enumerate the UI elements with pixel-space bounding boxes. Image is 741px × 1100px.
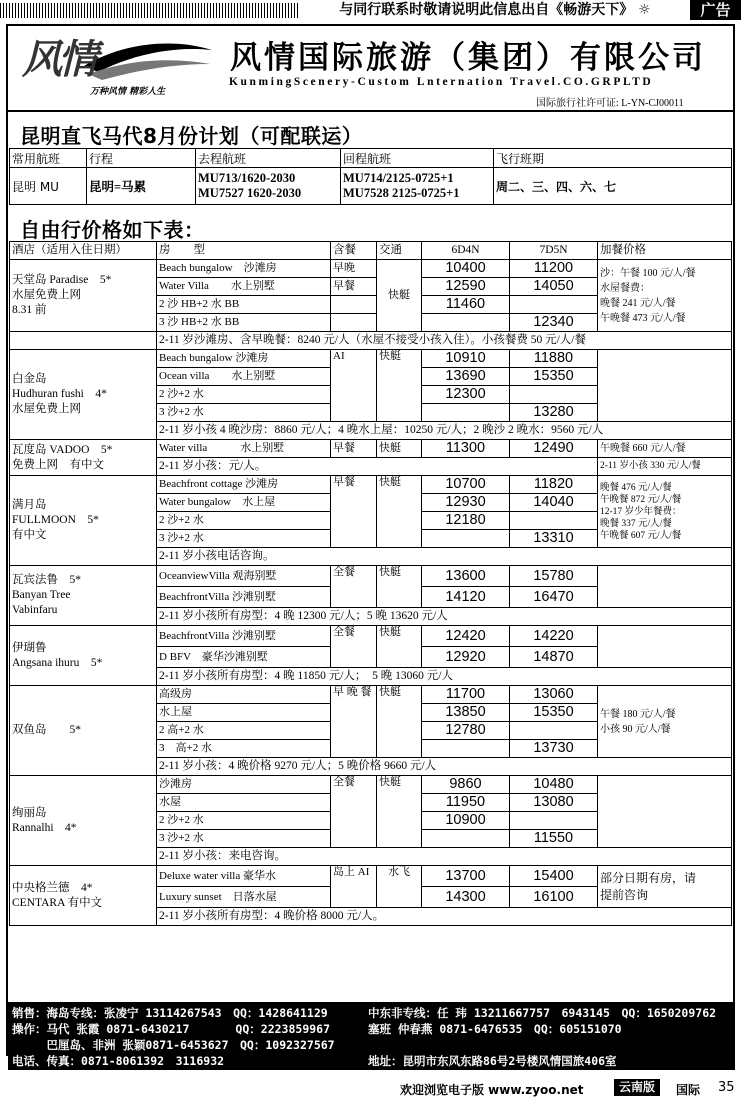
price-4n	[422, 404, 510, 422]
room-cell: 沙滩房	[157, 776, 331, 794]
header-cell: 酒店（适用入住日期）	[10, 242, 157, 260]
address-line: 地址：昆明市东风东路86号2号楼风情国旅406室	[368, 1054, 617, 1068]
price-4n: 13700	[422, 866, 510, 887]
transport-cell: 快艇	[377, 260, 422, 332]
hotel-name-cell	[10, 350, 157, 440]
price-4n: 14300	[422, 887, 510, 908]
price-5n: 15350	[510, 704, 598, 722]
price-4n: 14120	[422, 587, 510, 608]
return-flight: MU714/2125-0725+1	[343, 171, 454, 185]
price-4n: 11460	[422, 296, 510, 314]
extra-meal-cell	[598, 566, 732, 608]
extra-line: 沙：午餐 100 元/人/餐	[600, 267, 696, 279]
website-text: 欢迎浏览电子版 www.zyoo.net	[400, 1083, 584, 1097]
room-cell: Ocean villa 水上别墅	[157, 368, 331, 386]
price-title: 自由行价格如下表：	[20, 218, 205, 242]
child-note: 2-11 岁小孩：4 晚价格 9270 元/人；5 晚价格 9660 元/人	[157, 758, 732, 776]
hotel-name-cell	[10, 440, 157, 476]
meal-cell	[331, 314, 377, 332]
price-4n	[422, 530, 510, 548]
plan-title: 昆明直飞马代8月份计划（可配联运）	[20, 124, 363, 148]
transport-cell: 快艇	[377, 476, 422, 548]
return-cell	[341, 168, 494, 205]
outbound-cell	[196, 168, 341, 205]
room-cell: Water Villa 水上别墅	[157, 278, 331, 296]
room-cell: Beachfront cottage 沙滩房	[157, 476, 331, 494]
route-cell: 昆明=马累	[87, 168, 196, 205]
extra-line: 提前咨询	[600, 887, 649, 902]
extra-line: 晚餐 337 元/人/餐	[600, 518, 672, 529]
header-cell: 交通	[377, 242, 422, 260]
price-5n: 10480	[510, 776, 598, 794]
price-4n: 11950	[422, 794, 510, 812]
price-5n: 12490	[510, 440, 598, 458]
divider	[8, 110, 733, 112]
price-5n	[510, 512, 598, 530]
hotel-name-line: 白金岛	[12, 373, 47, 385]
transport-cell: 快艇	[377, 350, 422, 422]
return-flight: MU7528 2125-0725+1	[343, 186, 460, 200]
sun-icon: ☼	[638, 2, 651, 18]
airline-cell: 昆明 MU	[10, 168, 87, 205]
note-row	[10, 332, 732, 350]
price-5n: 11820	[510, 476, 598, 494]
meal-cell: AI	[331, 350, 377, 422]
room-cell: 3 沙+2 水	[157, 530, 331, 548]
table-row	[10, 260, 732, 278]
meal-cell: 全餐	[331, 776, 377, 848]
license-number: 国际旅行社许可证: L-YN-CJ00011	[536, 98, 684, 109]
schedule-cell: 周二、三、四、六、七	[494, 168, 732, 205]
meal-cell: 早餐	[331, 476, 377, 548]
hotel-name-line: 双鱼岛 5*	[12, 724, 81, 736]
price-4n: 12590	[422, 278, 510, 296]
ops-line: 操作：马代 张霞 0871-6430217 QQ：2223859967	[12, 1022, 331, 1036]
price-5n: 13060	[510, 686, 598, 704]
decorative-stripe	[0, 3, 300, 18]
section-label: 国际	[676, 1083, 701, 1097]
room-cell: Water villa 水上别墅	[157, 440, 331, 458]
price-5n: 13280	[510, 404, 598, 422]
child-note: 2-11 岁小孩电话咨询。	[157, 548, 732, 566]
room-cell: 2 沙+2 水	[157, 386, 331, 404]
room-cell: BeachfrontVilla 沙滩别墅	[157, 587, 331, 608]
room-cell: Luxury sunset 日落水屋	[157, 887, 331, 908]
hotel-name-line: 水屋免费上网	[12, 289, 81, 301]
price-4n: 12300	[422, 386, 510, 404]
flight-plan-table	[9, 148, 732, 205]
extra-line: 晚餐 241 元/人/餐	[600, 297, 676, 309]
price-5n: 11200	[510, 260, 598, 278]
price-5n: 11550	[510, 830, 598, 848]
price-5n: 12340	[510, 314, 598, 332]
price-5n: 11880	[510, 350, 598, 368]
hotel-name-cell	[10, 776, 157, 866]
price-5n	[510, 812, 598, 830]
header-cell: 飞行班期	[494, 149, 732, 168]
table-row	[10, 866, 732, 887]
price-5n: 14220	[510, 626, 598, 647]
logo-slogan: 万种风情 精彩人生	[90, 87, 166, 97]
price-5n	[510, 296, 598, 314]
header-cell: 常用航班	[10, 149, 87, 168]
room-cell: Deluxe water villa 豪华水	[157, 866, 331, 887]
hotel-name-line: Vabinfaru	[12, 604, 58, 616]
price-5n: 13730	[510, 740, 598, 758]
table-row	[10, 776, 732, 794]
hotel-name-line: 8.31 前	[12, 304, 47, 316]
price-4n	[422, 740, 510, 758]
meal-cell: 岛上 AI	[331, 866, 377, 908]
price-4n	[422, 314, 510, 332]
hotel-name-line: CENTARA 有中文	[12, 896, 103, 909]
price-table	[9, 241, 732, 926]
child-note: 2-11 岁沙滩房、含早晚餐：8240 元/人（水屋不接受小孩入住）。小孩餐费 50 元/人/餐	[157, 332, 732, 350]
meal-cell: 早晚	[331, 260, 377, 278]
price-5n: 13310	[510, 530, 598, 548]
price-4n: 12420	[422, 626, 510, 647]
room-cell: 3 沙+2 水	[157, 404, 331, 422]
child-meal-note: 2-11 岁小孩 330 元/人/餐	[598, 458, 732, 476]
room-cell: D BFV 豪华沙滩别墅	[157, 647, 331, 668]
hotel-name-line: 瓦宾法鲁 5*	[12, 574, 81, 586]
room-cell: Beach bungalow 沙滩房	[157, 350, 331, 368]
hotel-name-cell	[10, 476, 157, 566]
extra-meal-cell	[598, 686, 732, 758]
hotel-name-line: 瓦度岛 VADOO 5*	[12, 443, 113, 456]
phone-line: 电话、传真：0871-8061392 3116932	[12, 1054, 225, 1068]
hotel-name-cell	[10, 566, 157, 626]
header-cell: 房 型	[157, 242, 331, 260]
outbound-flight: MU713/1620-2030	[198, 171, 296, 185]
extra-line: 午餐 180 元/人/餐	[600, 708, 676, 720]
extra-line: 水屋餐费：	[600, 282, 650, 294]
ops-line-3: 巴厘岛、非洲 张颖0871-6453627 QQ：1092327567	[12, 1038, 335, 1052]
price-4n: 10400	[422, 260, 510, 278]
hotel-name-line: 天堂岛 Paradise 5*	[12, 274, 112, 286]
hotel-name-line: Banyan Tree	[12, 589, 71, 601]
meal-cell: 早餐	[331, 278, 377, 296]
extra-line: 午晚餐 607 元/人/餐	[600, 530, 682, 541]
page-number: 35	[718, 1080, 735, 1095]
price-5n	[510, 722, 598, 740]
hotel-name-cell	[10, 686, 157, 776]
child-note: 2-11 岁小孩所有房型：4 晚 12300 元/人；5 晚 13620 元/人	[157, 608, 732, 626]
hotel-name-cell	[10, 626, 157, 686]
price-5n: 15780	[510, 566, 598, 587]
hotel-name-line: 满月岛	[12, 499, 47, 511]
room-cell: 3 沙+2 水	[157, 830, 331, 848]
price-5n: 14870	[510, 647, 598, 668]
table-row	[10, 626, 732, 647]
table-header-row	[10, 242, 732, 260]
extra-meal-cell: 午晚餐 660 元/人/餐	[598, 440, 732, 458]
price-5n: 16470	[510, 587, 598, 608]
extra-meal-cell	[598, 476, 732, 548]
room-cell: 高级房	[157, 686, 331, 704]
extra-line: 午晚餐 872 元/人/餐	[600, 494, 682, 505]
price-4n: 13850	[422, 704, 510, 722]
room-cell: 3 高+2 水	[157, 740, 331, 758]
table-row	[10, 686, 732, 704]
meal-cell: 早餐	[331, 440, 377, 458]
price-4n	[422, 830, 510, 848]
meal-cell	[331, 296, 377, 314]
price-4n: 12930	[422, 494, 510, 512]
outbound-flight: MU7527 1620-2030	[198, 186, 302, 200]
price-4n: 12920	[422, 647, 510, 668]
table-row	[10, 476, 732, 494]
transport-cell: 快艇	[377, 686, 422, 758]
price-5n: 15400	[510, 866, 598, 887]
price-4n: 11700	[422, 686, 510, 704]
price-5n: 14040	[510, 494, 598, 512]
room-cell: 水屋	[157, 794, 331, 812]
room-cell: Water bungalow 水上屋	[157, 494, 331, 512]
header-cell: 7D5N	[510, 242, 598, 260]
price-5n	[510, 386, 598, 404]
price-4n: 12180	[422, 512, 510, 530]
room-cell: Beach bungalow 沙滩房	[157, 260, 331, 278]
price-4n: 13600	[422, 566, 510, 587]
table-row	[10, 168, 732, 205]
top-notice-bar	[0, 0, 741, 22]
price-4n: 10700	[422, 476, 510, 494]
ad-label: 广告	[690, 0, 741, 20]
price-5n: 13080	[510, 794, 598, 812]
meal-cell: 早 晚 餐	[331, 686, 377, 758]
sales-line-2: 中东非专线：任 玮 13211667757 6943145 QQ：1650209762	[368, 1006, 717, 1020]
header-cell: 去程航班	[196, 149, 341, 168]
room-cell: OceanviewVilla 观海别墅	[157, 566, 331, 587]
meal-cell: 全餐	[331, 626, 377, 668]
logo-glyph: 风情	[22, 36, 94, 83]
hotel-name-line: 水屋免费上网	[12, 403, 81, 415]
extra-meal-cell	[598, 776, 732, 848]
price-4n: 11300	[422, 440, 510, 458]
table-row	[10, 566, 732, 587]
price-4n: 9860	[422, 776, 510, 794]
price-5n: 16100	[510, 887, 598, 908]
contact-footer	[8, 1002, 735, 1070]
source-notice	[300, 1, 690, 20]
hotel-name-cell	[10, 260, 157, 332]
ops-line-2: 塞班 仲春燕 0871-6476535 QQ：605151070	[368, 1022, 622, 1036]
transport-cell: 快艇	[377, 776, 422, 848]
extra-meal-cell	[598, 866, 732, 908]
extra-meal-cell	[598, 626, 732, 668]
child-note: 2-11 岁小孩：元/人。	[157, 458, 598, 476]
hotel-name-cell	[10, 866, 157, 926]
extra-line: 12-17 岁少年餐费：	[600, 506, 682, 517]
hotel-name-line: Hudhuran fushi 4*	[12, 388, 107, 400]
empty-cell	[10, 332, 157, 350]
child-note: 2-11 岁小孩 4 晚沙房：8860 元/人；4 晚水上屋：10250 元/人；2 晚沙 2 晚水：9560 元/人	[157, 422, 732, 440]
meal-cell: 全餐	[331, 566, 377, 608]
hotel-name-line: Rannalhi 4*	[12, 821, 77, 834]
extra-meal-cell	[598, 260, 732, 332]
child-note: 2-11 岁小孩：来电咨询。	[157, 848, 732, 866]
transport-cell: 水飞	[377, 866, 422, 908]
header-cell: 含餐	[331, 242, 377, 260]
room-cell: 2 沙+2 水	[157, 512, 331, 530]
room-cell: BeachfrontVilla 沙滩别墅	[157, 626, 331, 647]
table-row	[10, 440, 732, 458]
room-cell: 2 沙 HB+2 水 BB	[157, 296, 331, 314]
price-5n: 15350	[510, 368, 598, 386]
transport-cell: 快艇	[377, 626, 422, 668]
sales-line: 销售：海岛专线：张凌宁 13114267543 QQ：1428641129	[12, 1006, 328, 1020]
price-4n: 12780	[422, 722, 510, 740]
header-cell: 回程航班	[341, 149, 494, 168]
hotel-name-line: 绚丽岛	[12, 806, 47, 819]
region-badge: 云南版	[614, 1079, 660, 1096]
header-cell: 6D4N	[422, 242, 510, 260]
source-notice-text: 与同行联系时敬请说明此信息出自《畅游天下》	[339, 2, 634, 18]
company-logo	[14, 28, 214, 100]
child-note: 2-11 岁小孩所有房型：4 晚价格 8000 元/人。	[157, 908, 732, 926]
extra-meal-cell	[598, 350, 732, 422]
hotel-name-line: 免费上网 有中文	[12, 458, 104, 471]
room-cell: 2 高+2 水	[157, 722, 331, 740]
header-cell: 加餐价格	[598, 242, 732, 260]
hotel-name-line: 伊瑚鲁	[12, 641, 47, 654]
transport-cell: 快艇	[377, 440, 422, 458]
price-4n: 13690	[422, 368, 510, 386]
table-header-row	[10, 149, 732, 168]
table-row	[10, 350, 732, 368]
price-5n: 14050	[510, 278, 598, 296]
extra-line: 部分日期有房，请	[600, 870, 697, 885]
extra-line: 小孩 90 元/人/餐	[600, 723, 671, 735]
child-note: 2-11 岁小孩所有房型：4 晚 11850 元/人； 5 晚 13060 元/人	[157, 668, 732, 686]
hotel-name-line: 中央格兰德 4*	[12, 881, 93, 894]
room-cell: 3 沙 HB+2 水 BB	[157, 314, 331, 332]
room-cell: 2 沙+2 水	[157, 812, 331, 830]
company-name-cn: 风情国际旅游（集团）有限公司	[230, 40, 706, 76]
price-4n: 10910	[422, 350, 510, 368]
header-cell: 行程	[87, 149, 196, 168]
extra-line: 晚餐 476 元/人/餐	[600, 482, 672, 493]
company-name-en: KunmingScenery-Custom Lnternation Travel.CO.GRPLTD	[229, 76, 654, 88]
hotel-name-line: Angsana ihuru 5*	[12, 656, 103, 669]
transport-cell: 快艇	[377, 566, 422, 608]
extra-line: 午晚餐 473 元/人/餐	[600, 312, 686, 324]
room-cell: 水上屋	[157, 704, 331, 722]
price-4n: 10900	[422, 812, 510, 830]
hotel-name-line: 有中文	[12, 529, 47, 541]
hotel-name-line: FULLMOON 5*	[12, 514, 99, 526]
